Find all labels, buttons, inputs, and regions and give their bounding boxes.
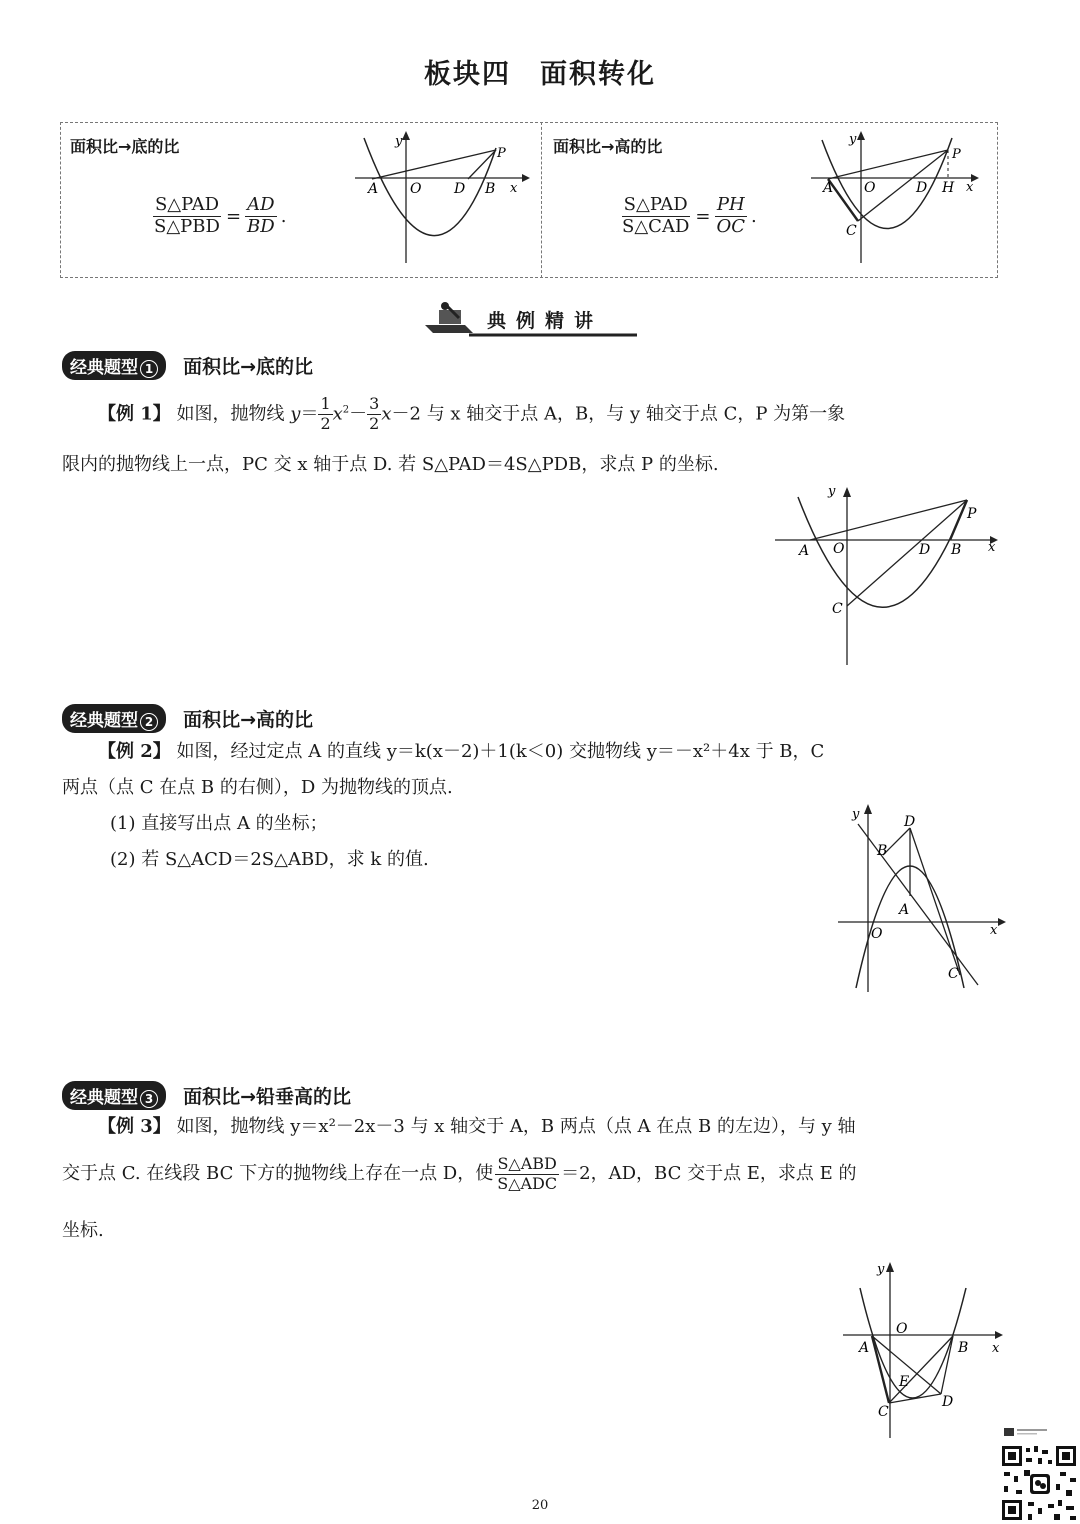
page-title: 板块四 面积转化	[424, 59, 656, 90]
type-heading-2	[62, 704, 313, 733]
svg-text:A: A	[823, 180, 834, 196]
ratio-den: S△ADC	[497, 1173, 558, 1193]
type-tag: 经典题型 1	[62, 351, 166, 380]
svg-text:D: D	[454, 181, 466, 197]
example-2-line2: 两点（点 C 在点 B 的右侧），D 为抛物线的顶点.	[62, 777, 453, 798]
svg-text:x: x	[992, 1341, 1000, 1356]
svg-text:x: x	[966, 180, 974, 195]
svg-text:O: O	[833, 541, 845, 557]
svg-text:P: P	[497, 146, 506, 161]
svg-text:B: B	[951, 542, 962, 558]
type-tag: 经典题型 2	[62, 704, 166, 733]
svg-text:y: y	[828, 484, 836, 499]
example-2-q2: (2) 若 S△ACD＝2S△ABD，求 k 的值.	[110, 849, 429, 870]
type-heading-1	[62, 351, 313, 380]
formula-num: S△PAD	[623, 194, 688, 215]
svg-text:D: D	[919, 542, 931, 558]
svg-text:P: P	[952, 147, 961, 162]
formula-den: S△PBD	[154, 215, 220, 237]
summary-left-formula: $\frac{\text{S△PAD}}{\text{S△PBD}}$ = $\frac{AD}{BD}$ .	[154, 194, 287, 237]
svg-text:O: O	[410, 181, 422, 197]
type-heading-3	[62, 1081, 351, 1110]
svg-text:E: E	[899, 1374, 910, 1390]
svg-text:B: B	[958, 1340, 969, 1356]
example-3-figure	[840, 1258, 1010, 1443]
svg-text:H: H	[942, 180, 955, 196]
svg-text:B: B	[485, 181, 496, 197]
svg-text:A: A	[859, 1340, 870, 1356]
svg-text:P: P	[967, 506, 977, 522]
svg-text:O: O	[864, 180, 876, 196]
example-1-line2: 限内的抛物线上一点，PC 交 x 轴于点 D. 若 S△PAD＝4S△PDB，求点 P 的坐标.	[62, 454, 719, 475]
svg-text:C: C	[832, 601, 843, 617]
svg-text:y: y	[852, 807, 860, 822]
type-title: 面积比→底的比	[183, 356, 314, 378]
formula-den: S△CAD	[622, 215, 690, 237]
svg-text:D: D	[942, 1394, 954, 1410]
formula-rden: OC	[716, 215, 746, 237]
example-1-figure	[770, 483, 1005, 668]
formula-rnum: AD	[247, 194, 275, 215]
svg-text:C: C	[878, 1404, 889, 1420]
type-title: 面积比→铅垂高的比	[183, 1086, 352, 1108]
svg-text:D: D	[904, 814, 916, 830]
formula-num: S△PAD	[154, 194, 220, 215]
svg-text:y: y	[395, 134, 403, 149]
example-3-line2: 交于点 C. 在线段 BC 下方的抛物线上存在一点 D，使 $\frac{\text{S△ABD}}{\text{S△ADC}}$ ＝2，AD，BC 交于点 E，求点 E 的	[62, 1154, 857, 1193]
example-2-line1: 【例 2】 如图，经过定点 A 的直线 y＝k(x－2)＋1(k＜0) 交抛物线 y＝－x²＋4x 于 B，C	[98, 741, 825, 762]
summary-divider	[541, 122, 542, 278]
formula-rden: BD	[247, 215, 275, 237]
summary-right-formula: $\frac{\text{S△PAD}}{\text{S△CAD}}$ = $\frac{PH}{OC}$ .	[622, 194, 757, 237]
svg-text:O: O	[871, 926, 883, 942]
svg-text:A: A	[799, 543, 810, 559]
svg-text:C: C	[948, 966, 959, 982]
svg-text:x: x	[510, 181, 518, 196]
example-2-q1: (1) 直接写出点 A 的坐标；	[110, 813, 328, 834]
svg-text:x: x	[990, 923, 998, 938]
summary-left-label: 面积比→底的比	[70, 137, 180, 156]
section-banner	[425, 300, 640, 338]
svg-text:D: D	[916, 180, 928, 196]
ratio-num: S△ABD	[497, 1154, 557, 1173]
summary-right-label: 面积比→高的比	[553, 137, 663, 156]
svg-text:A: A	[368, 181, 379, 197]
example-2-figure	[838, 800, 1013, 995]
summary-left-figure	[350, 128, 530, 268]
formula-rnum: PH	[716, 194, 745, 215]
summary-right-figure	[806, 128, 986, 268]
example-1-line1: 【例 1】 如图，抛物线 y＝ $\frac{1}{2}$ $x^2-$ $\frac{3}{2}$ x－2 与 x 轴交于点 A，B，与 y 轴交于点 C，P 为第一象	[98, 394, 846, 433]
svg-text:y: y	[877, 1262, 885, 1277]
page-number: 20	[531, 1498, 549, 1513]
svg-text:y: y	[849, 132, 857, 147]
svg-text:C: C	[846, 223, 857, 239]
type-tag: 经典题型 3	[62, 1081, 166, 1110]
svg-text:B: B	[877, 843, 888, 859]
svg-text:A: A	[899, 902, 910, 918]
example-3-line3: 坐标.	[62, 1220, 104, 1241]
banner-title: 典例精讲	[487, 310, 604, 332]
example-3-line1: 【例 3】 如图，抛物线 y＝x²－2x－3 与 x 轴交于 A，B 两点（点 A 在点 B 的左边），与 y 轴	[98, 1116, 856, 1137]
type-title: 面积比→高的比	[183, 709, 314, 731]
svg-text:O: O	[896, 1321, 908, 1337]
svg-text:x: x	[988, 540, 996, 555]
